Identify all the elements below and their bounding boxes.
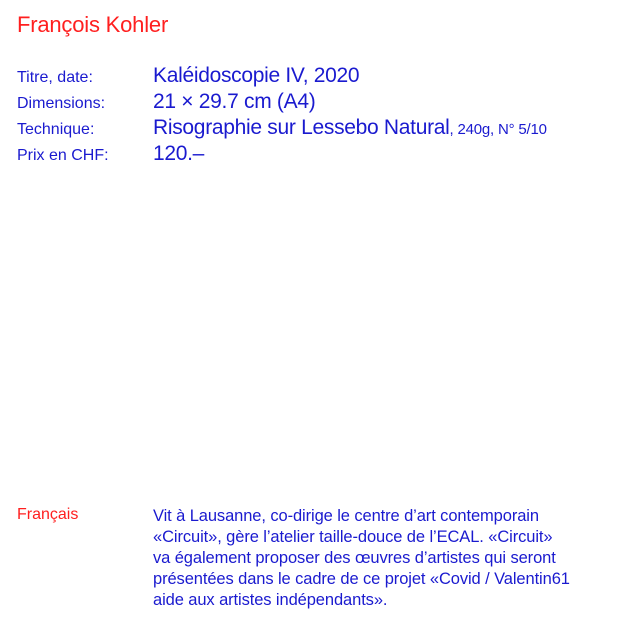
bio-language-label: Français bbox=[17, 506, 79, 523]
technique-main: Risographie sur Lessebo Natural bbox=[153, 116, 450, 139]
detail-value: 21 × 29.7 cm (A4) bbox=[153, 90, 316, 113]
detail-row-price bbox=[17, 142, 547, 168]
detail-row-technique bbox=[17, 116, 547, 142]
detail-label: Technique: bbox=[17, 121, 95, 138]
bio-line: présentées dans le cadre de ce projet «Covid / Valentin61 bbox=[153, 570, 570, 588]
detail-row-dimensions bbox=[17, 90, 547, 116]
detail-label: Prix en CHF: bbox=[17, 147, 109, 164]
bio-line: va également proposer des œuvres d’artistes qui seront bbox=[153, 549, 556, 567]
detail-value: 120.– bbox=[153, 142, 205, 165]
artwork-details bbox=[17, 64, 547, 168]
bio-line: aide aux artistes indépendants». bbox=[153, 591, 388, 609]
detail-label: Titre, date: bbox=[17, 69, 93, 86]
detail-value bbox=[153, 116, 547, 140]
detail-label: Dimensions: bbox=[17, 95, 106, 112]
bio-text bbox=[153, 506, 570, 611]
artist-name: François Kohler bbox=[17, 12, 169, 37]
bio-line: Vit à Lausanne, co-dirige le centre d’art contemporain bbox=[153, 507, 539, 525]
technique-extra: , 240g, N° 5/10 bbox=[449, 121, 547, 138]
bio-line: «Circuit», gère l’atelier taille-douce de l’ECAL. «Circuit» bbox=[153, 528, 553, 546]
detail-value: Kaléidoscopie IV, 2020 bbox=[153, 64, 360, 87]
detail-row-title bbox=[17, 64, 547, 90]
